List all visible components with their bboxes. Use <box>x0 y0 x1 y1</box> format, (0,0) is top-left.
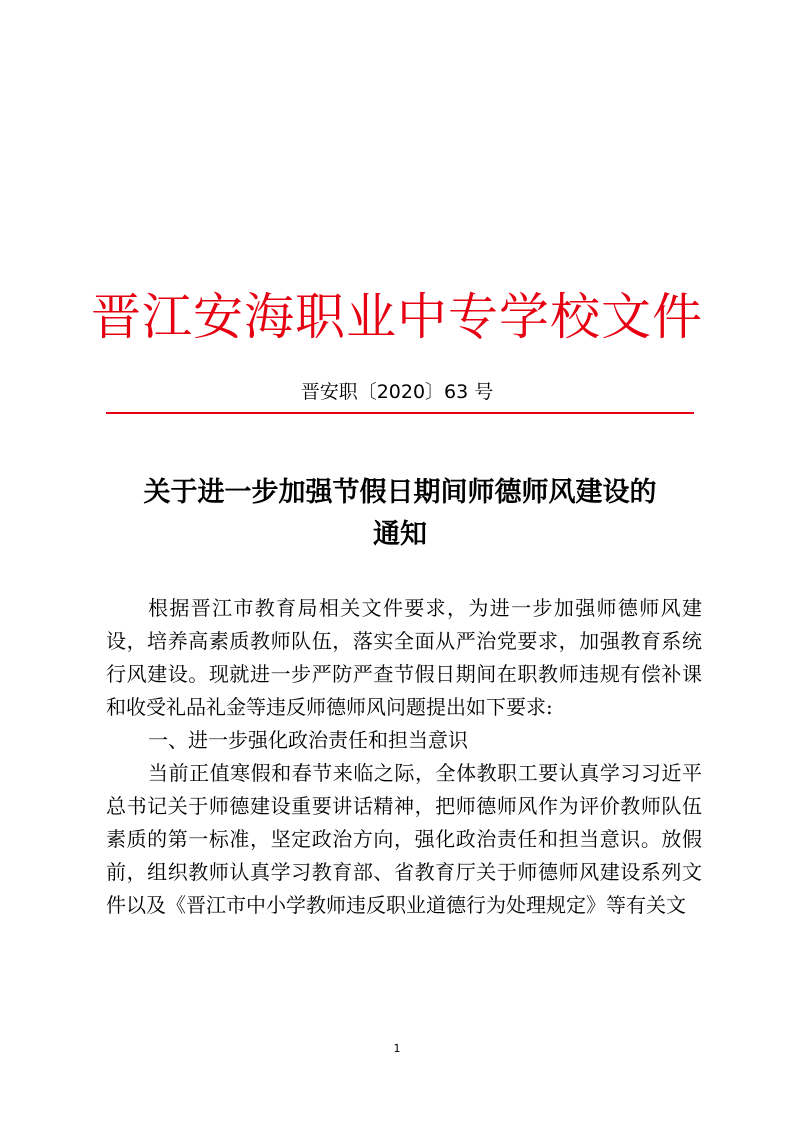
body-paragraph-2: 当前正值寒假和春节来临之际，全体教职工要认真学习习近平总书记关于师德建设重要讲话精神，把师德师风作为评价教师队伍素质的第一标准，坚定政治方向，强化政治责任和担当意识。放假前，组织教师认真学习教育部、省教育厅关于师德师风建设系列文件以及《晋江市中小学教师违反职业道德行为处理规定》等有关文 <box>106 761 702 917</box>
notice-title <box>106 472 694 556</box>
notice-title-line-2: 通知 <box>373 519 427 550</box>
notice-title-line-1: 关于进一步加强节假日期间师德师风建设的 <box>143 477 657 508</box>
body-paragraph-1: 根据晋江市教育局相关文件要求，为进一步加强师德师风建设，培养高素质教师队伍，落实全面从严治党要求，加强教育系统行风建设。现就进一步严防严查节假日期间在职教师违规有偿补课和收受礼品礼金等违反师德师风问题提出如下要求: <box>106 596 702 719</box>
notice-body <box>106 592 702 922</box>
page-number: 1 <box>393 1042 401 1055</box>
document-header-title: 晋江安海职业中专学校文件 <box>91 288 703 346</box>
header-divider <box>106 412 694 414</box>
section-1-heading: 一、进一步强化政治责任和担当意识 <box>148 728 468 752</box>
document-number: 晋安职〔2020〕63 号 <box>300 381 494 403</box>
